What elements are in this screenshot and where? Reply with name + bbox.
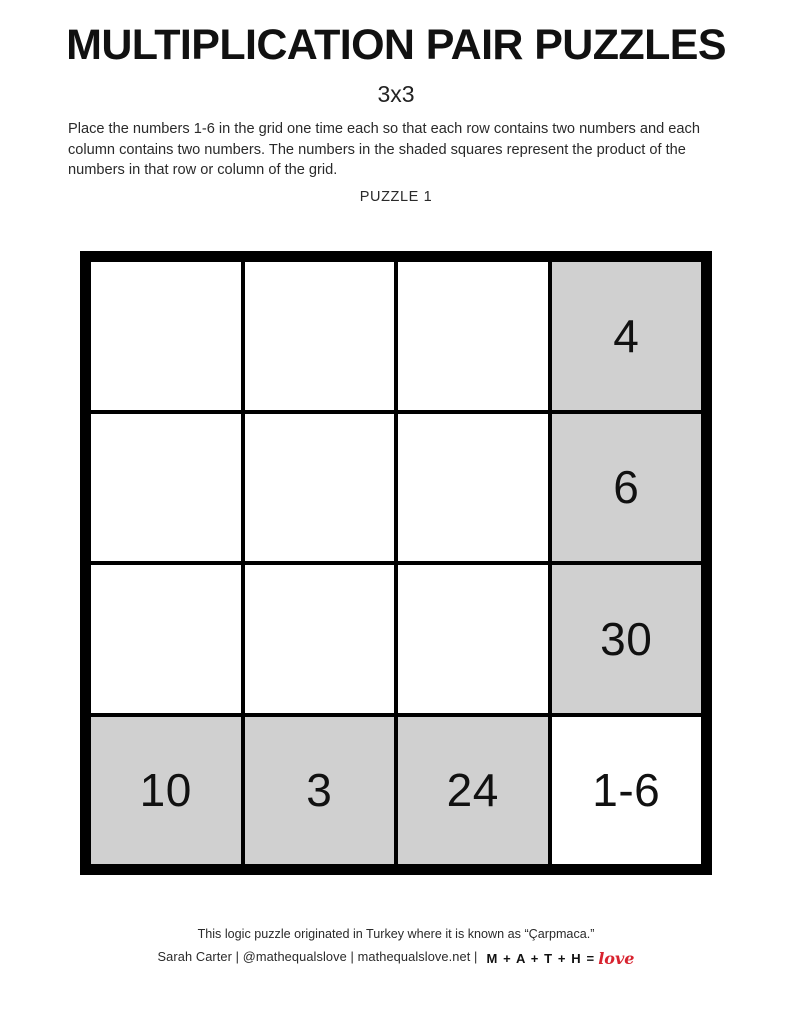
grid-cell-r3c3[interactable] xyxy=(398,565,548,713)
instructions-text: Place the numbers 1-6 in the grid one time each so that each row contains two numbers and each column contains two numbers. The numbers in the shaded squares represent the product of the numbers in that row or column of the grid. xyxy=(68,121,700,179)
logo-love-text: love xyxy=(598,948,635,968)
grid-cell-r1c4: 4 xyxy=(552,262,702,410)
footer xyxy=(0,925,792,970)
grid-cell-r3c2[interactable] xyxy=(245,565,395,713)
grid-cell-r2c3[interactable] xyxy=(398,414,548,562)
grid-cell-r3c4: 30 xyxy=(552,565,702,713)
grid-cell-r4c2: 3 xyxy=(245,717,395,865)
logo-math-text: M + A + T + H = xyxy=(486,950,596,966)
page-title: MULTIPLICATION PAIR PUZZLES xyxy=(66,21,726,69)
grid-cell-r1c1[interactable] xyxy=(91,262,241,410)
grid-cell-r4c4: 1-6 xyxy=(552,717,702,865)
page-subtitle: 3x3 xyxy=(377,81,415,107)
footer-origin-note: This logic puzzle originated in Turkey where it is known as “Çarpmaca.” xyxy=(197,927,595,941)
grid-cell-r4c3: 24 xyxy=(398,717,548,865)
grid-cell-r4c1: 10 xyxy=(91,717,241,865)
mathequalslove-logo xyxy=(486,945,634,971)
footer-credit-text: Sarah Carter | @mathequalslove | mathequalslove.net | xyxy=(157,949,478,965)
footer-credit-line xyxy=(0,945,792,971)
grid-cell-r3c1[interactable] xyxy=(91,565,241,713)
puzzle-grid-container xyxy=(80,251,712,875)
grid-cell-r2c1[interactable] xyxy=(91,414,241,562)
grid-cell-r1c2[interactable] xyxy=(245,262,395,410)
puzzle-number-label: PUZZLE 1 xyxy=(359,189,433,205)
grid-cell-r2c2[interactable] xyxy=(245,414,395,562)
grid-cell-r1c3[interactable] xyxy=(398,262,548,410)
puzzle-grid xyxy=(91,262,701,864)
grid-cell-r2c4: 6 xyxy=(552,414,702,562)
